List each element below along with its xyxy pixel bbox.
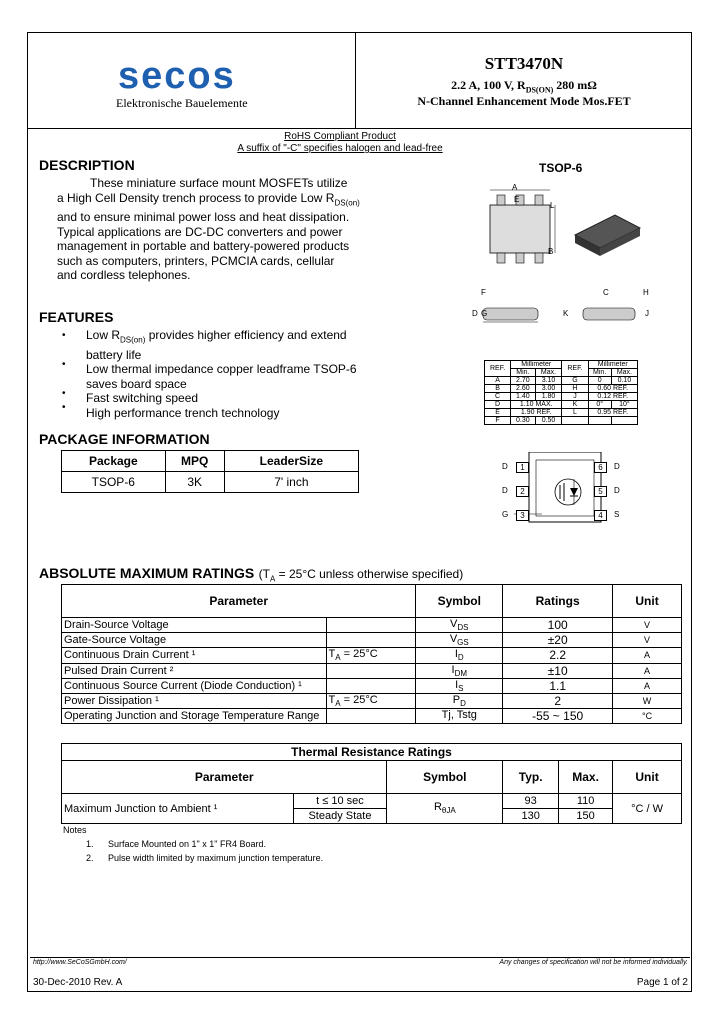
amr-value: 2 bbox=[503, 693, 613, 708]
dim-cell: D bbox=[485, 401, 511, 409]
dim-cell: 1.90 REF. bbox=[511, 409, 562, 417]
device-type: N-Channel Enhancement Mode Mos.FET bbox=[417, 94, 631, 108]
pin-number: 4 bbox=[594, 510, 607, 521]
dim-row bbox=[485, 401, 638, 409]
pkg-cell: TSOP-6 bbox=[62, 472, 166, 493]
amr-cond: $T_A = 25^\circ C$ bbox=[326, 648, 416, 663]
amr-unit: W bbox=[613, 693, 682, 708]
company-logo: secos bbox=[118, 55, 236, 97]
pkg-header: LeaderSize bbox=[224, 451, 358, 472]
pin-number: 2 bbox=[516, 486, 529, 497]
amr-param: Operating Junction and Storage Temperature Range bbox=[62, 709, 327, 724]
note-number: 2. bbox=[86, 853, 94, 863]
amr-header: Ratings bbox=[503, 585, 613, 618]
footer-date-rev: 30-Dec-2010 Rev. A bbox=[33, 977, 123, 988]
package-info-title: PACKAGE INFORMATION bbox=[39, 431, 210, 447]
footer-disclaimer: Any changes of specification will not be informed individually. bbox=[499, 959, 688, 966]
dim-cell: 0.30 bbox=[511, 417, 536, 425]
amr-param: Gate-Source Voltage bbox=[62, 633, 327, 648]
amr-row bbox=[62, 633, 682, 648]
dim-cell: 0.50 bbox=[535, 417, 562, 425]
amr-symbol: $P_D$ bbox=[416, 693, 503, 708]
amr-row bbox=[62, 678, 682, 693]
pkg-cell: 7' inch bbox=[224, 472, 358, 493]
amr-cond bbox=[326, 678, 416, 693]
amr-unit: V bbox=[613, 633, 682, 648]
pkg-header: MPQ bbox=[165, 451, 224, 472]
rohs-line-1: RoHS Compliant Product bbox=[284, 131, 396, 142]
pin-label: G bbox=[502, 510, 509, 519]
dim-label: F bbox=[481, 288, 486, 297]
pin-number: 1 bbox=[516, 462, 529, 473]
dim-cell bbox=[611, 417, 637, 425]
amr-symbol: $I_D$ bbox=[416, 648, 503, 663]
dim-row bbox=[485, 385, 638, 393]
dim-cell: A bbox=[485, 377, 511, 385]
amr-unit: A bbox=[613, 663, 682, 678]
dim-cell: 3.00 bbox=[535, 385, 562, 393]
dim-cell bbox=[562, 417, 588, 425]
dim-cell: 1.80 bbox=[535, 393, 562, 401]
pin-number: 3 bbox=[516, 510, 529, 521]
spec-line: 2.2 A, 100 V, $R_{DS(ON)}$ 280 mΩ bbox=[451, 78, 597, 95]
pkg-cell: 3K bbox=[165, 472, 224, 493]
dim-label: H bbox=[643, 288, 649, 297]
dim-cell: 10° bbox=[611, 401, 637, 409]
dim-label: K bbox=[563, 309, 569, 318]
notes-title: Notes bbox=[63, 825, 87, 835]
amr-row bbox=[62, 663, 682, 678]
footer-page: Page 1 of 2 bbox=[636, 977, 688, 988]
pin-label: D bbox=[502, 462, 508, 471]
features-title: FEATURES bbox=[39, 309, 114, 325]
dim-cell: 3.10 bbox=[535, 377, 562, 385]
dim-row bbox=[485, 393, 638, 401]
features-list: Low $R_{DS(on)}$ provides higher efficiency and extend battery life Low thermal impedance copper leadframe TSOP-6 saves board space Fast switching speed High performance trench technology bbox=[86, 328, 357, 420]
amr-value: -55 ~ 150 bbox=[503, 709, 613, 724]
amr-param: Pulsed Drain Current ² bbox=[62, 663, 327, 678]
amr-row bbox=[62, 709, 682, 724]
amr-value: ±20 bbox=[503, 633, 613, 648]
package-outline-drawing bbox=[465, 180, 665, 330]
amr-unit: °C bbox=[613, 709, 682, 724]
dim-label: J bbox=[645, 309, 649, 318]
dim-cell: 0 bbox=[588, 377, 611, 385]
amr-row bbox=[62, 618, 682, 633]
abs-max-table bbox=[61, 584, 682, 724]
amr-symbol: $V_{GS}$ bbox=[416, 633, 503, 648]
footer-divider bbox=[30, 957, 690, 958]
amr-unit: V bbox=[613, 618, 682, 633]
amr-param: Power Dissipation ¹ bbox=[62, 693, 327, 708]
amr-header: Parameter bbox=[62, 585, 416, 618]
pin-label: D bbox=[614, 486, 620, 495]
bullet-icon: • bbox=[62, 359, 66, 370]
amr-row bbox=[62, 693, 682, 708]
dim-cell: 0.10 bbox=[611, 377, 637, 385]
amr-symbol: Tj, Tstg bbox=[416, 709, 503, 724]
amr-value: 100 bbox=[503, 618, 613, 633]
amr-cond: $T_A = 25^\circ C$ bbox=[326, 693, 416, 708]
dim-cell: 0.12 REF. bbox=[588, 393, 638, 401]
bullet-icon: • bbox=[62, 388, 66, 399]
bullet-icon: • bbox=[62, 402, 66, 413]
pkg-header: Package bbox=[62, 451, 166, 472]
dim-label: C bbox=[603, 288, 609, 297]
dim-cell: H bbox=[562, 385, 588, 393]
package-table bbox=[61, 450, 359, 493]
description-title: DESCRIPTION bbox=[39, 157, 135, 173]
amr-cond bbox=[326, 618, 416, 633]
amr-value: 1.1 bbox=[503, 678, 613, 693]
amr-header: Unit bbox=[613, 585, 682, 618]
amr-symbol: $V_{DS}$ bbox=[416, 618, 503, 633]
amr-param: Drain-Source Voltage bbox=[62, 618, 327, 633]
thermal-title: Thermal Resistance Ratings bbox=[62, 744, 682, 761]
amr-unit: A bbox=[613, 678, 682, 693]
amr-symbol: $I_S$ bbox=[416, 678, 503, 693]
note-text: Surface Mounted on 1" x 1" FR4 Board. bbox=[108, 839, 266, 849]
dim-cell: L bbox=[562, 409, 588, 417]
amr-cond bbox=[326, 709, 416, 724]
thermal-table: Thermal Resistance Ratings Parameter Symbol Typ. Max. Unit Maximum Junction to Ambient ¹ t ≤ 10 sec $R_{\theta JA}$ 93 110 °C / W Steady State 130 150 bbox=[61, 743, 682, 824]
dim-label: E bbox=[514, 195, 520, 204]
dim-cell: C bbox=[485, 393, 511, 401]
dim-cell: 1.10 MAX. bbox=[511, 401, 562, 409]
dim-cell: J bbox=[562, 393, 588, 401]
pin-label: D bbox=[614, 462, 620, 471]
amr-value: ±10 bbox=[503, 663, 613, 678]
dim-label: B bbox=[548, 247, 554, 256]
amr-row bbox=[62, 648, 682, 663]
dim-cell: 1.40 bbox=[511, 393, 536, 401]
dim-cell: 0.60 REF. bbox=[588, 385, 638, 393]
amr-cond bbox=[326, 633, 416, 648]
dim-cell: G bbox=[562, 377, 588, 385]
dim-cell: 2.70 bbox=[511, 377, 536, 385]
amr-param: Continuous Drain Current ¹ bbox=[62, 648, 327, 663]
dim-row bbox=[485, 409, 638, 417]
amr-unit: A bbox=[613, 648, 682, 663]
dim-row bbox=[485, 417, 638, 425]
rohs-line-2: A suffix of "-C" specifies halogen and lead-free bbox=[237, 143, 443, 154]
dim-label: G bbox=[481, 309, 488, 318]
dim-cell: 0.95 REF. bbox=[588, 409, 638, 417]
note-number: 1. bbox=[86, 839, 94, 849]
dim-row bbox=[485, 377, 638, 385]
pin-number: 6 bbox=[594, 462, 607, 473]
dim-cell: E bbox=[485, 409, 511, 417]
bullet-icon: • bbox=[62, 330, 66, 341]
dim-cell bbox=[588, 417, 611, 425]
amr-value: 2.2 bbox=[503, 648, 613, 663]
package-drawing-title: TSOP-6 bbox=[539, 161, 583, 175]
dim-label: L bbox=[550, 201, 555, 210]
pin-number: 5 bbox=[594, 486, 607, 497]
amr-param: Continuous Source Current (Diode Conduction) ¹ bbox=[62, 678, 327, 693]
amr-cond bbox=[326, 663, 416, 678]
pin-label: S bbox=[614, 510, 620, 519]
abs-max-title-row: ABSOLUTE MAXIMUM RATINGS ($T_A = 25^\circ C$ unless otherwise specified) bbox=[39, 565, 464, 584]
amr-symbol: $I_{DM}$ bbox=[416, 663, 503, 678]
part-number: STT3470N bbox=[484, 54, 564, 73]
dim-cell: 0° bbox=[588, 401, 611, 409]
dim-cell: F bbox=[485, 417, 511, 425]
dim-label: A bbox=[512, 183, 518, 192]
logo-subtitle: Elektronische Bauelemente bbox=[116, 96, 248, 110]
note-text: Pulse width limited by maximum junction temperature. bbox=[108, 853, 324, 863]
dimension-table: REF. Millimeter REF. Millimeter Min. Max. Min. Max. A 2.70 3.10 G 0 0.10 B 2.60 3.00 H 0.60 REF. C 1.40 1.80 J 0.12 REF. D 1.10 MAX. K 0° 10° E 1.90 REF. L 0.95 REF. F 0.30 0.50 bbox=[484, 360, 638, 425]
amr-header: Symbol bbox=[416, 585, 503, 618]
header-divider bbox=[27, 128, 692, 129]
dim-cell: B bbox=[485, 385, 511, 393]
description-body: These miniature surface mount MOSFETs utilize a High Cell Density trench process to provide Low $R_{DS(on)}$ and to ensure minimal power loss and heat dissipation. Typical applications are DC-DC converters and power management in portable and battery-powered products such as computers, printers, PCMCIA cards, cellular and cordless telephones. bbox=[57, 176, 360, 283]
dim-label: D bbox=[472, 309, 478, 318]
dim-cell: K bbox=[562, 401, 588, 409]
footer-url[interactable]: http://www.SeCoSGmbH.com/ bbox=[33, 959, 127, 966]
pin-label: D bbox=[502, 486, 508, 495]
dim-cell: 2.60 bbox=[511, 385, 536, 393]
